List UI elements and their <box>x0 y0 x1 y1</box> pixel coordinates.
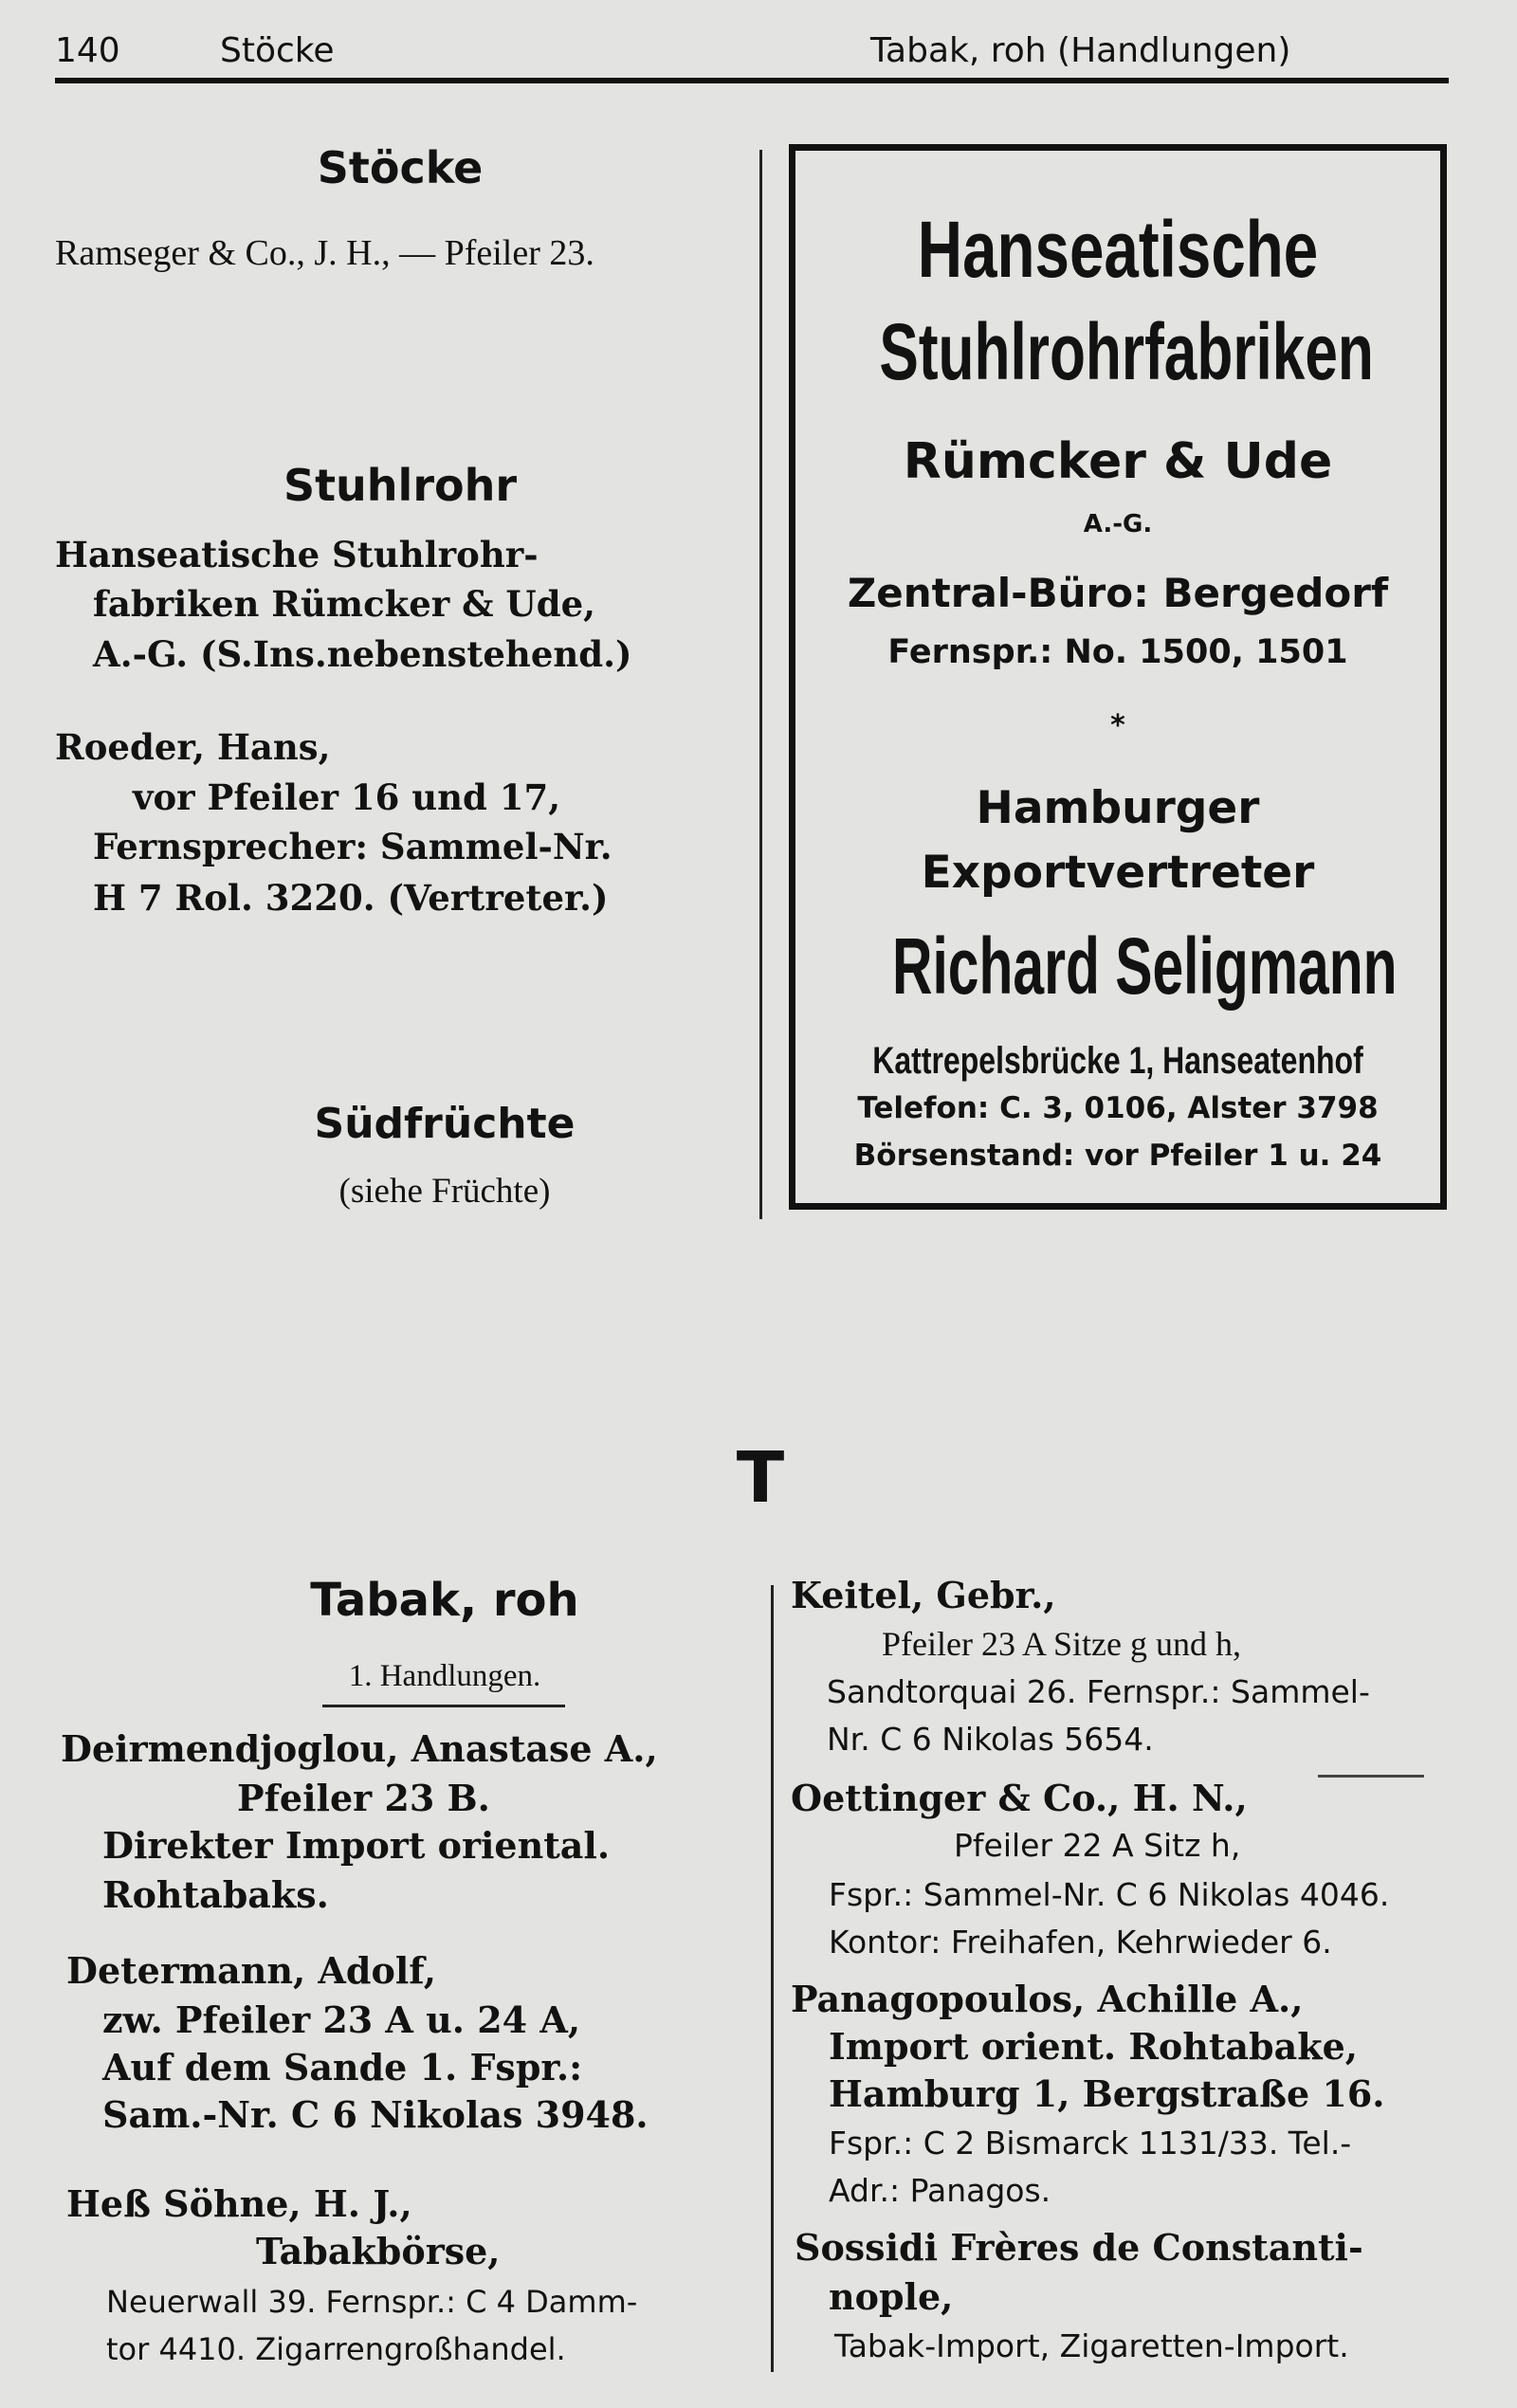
entry-oettinger-line3: Fspr.: Sammel-Nr. C 6 Nikolas 4046. <box>829 1876 1390 1913</box>
entry-determann-line3: Auf dem Sande 1. Fspr.: <box>102 2046 583 2089</box>
entry-sossidi-line1: Sossidi Frères de Constanti- <box>795 2226 1363 2269</box>
section-heading-stoecke: Stöcke <box>317 142 484 193</box>
entry-panagopoulos-line3: Hamburg 1, Bergstraße 16. <box>829 2072 1385 2115</box>
entry-deirmendjoglou-line2: Pfeiler 23 B. <box>237 1777 490 1819</box>
ad-agent-stand: Börsenstand: vor Pfeiler 1 u. 24 <box>853 1139 1382 1173</box>
entry-oettinger-line1: Oettinger & Co., H. N., <box>791 1777 1248 1819</box>
ad-agent-name: Richard Seligmann <box>892 921 1398 1011</box>
page-number: 140 <box>55 31 120 70</box>
entry-deirmendjoglou-line4: Rohtabaks. <box>102 1873 329 1916</box>
entry-sossidi-line2: nople, <box>829 2275 954 2318</box>
ad-agent-phone: Telefon: C. 3, 0106, Alster 3798 <box>857 1091 1379 1125</box>
entry-keitel-line2: Pfeiler 23 A Sitze g und h, <box>882 1625 1241 1663</box>
section-heading-suedfruechte: Südfrüchte <box>314 1100 576 1148</box>
entry-roeder-line4: H 7 Rol. 3220. (Vertreter.) <box>93 877 609 919</box>
ad-agent-line1: Hamburger <box>976 782 1260 834</box>
section-heading-stuhlrohr: Stuhlrohr <box>283 460 518 511</box>
entry-ramseger: Ramseger & Co., J. H., — Pfeiler 23. <box>55 233 594 273</box>
entry-hanseatische-line1: Hanseatische Stuhlrohr- <box>55 534 539 575</box>
entry-hess-line3: Neuerwall 39. Fernspr.: C 4 Damm- <box>106 2284 638 2320</box>
entry-roeder-line1: Roeder, Hans, <box>55 726 331 768</box>
advertisement-box <box>789 144 1447 1210</box>
entry-hanseatische-line2: fabriken Rümcker & Ude, <box>93 583 595 625</box>
entry-oettinger-line2: Pfeiler 22 A Sitz h, <box>954 1827 1241 1864</box>
entry-determann-line2: zw. Pfeiler 23 A u. 24 A, <box>102 1998 581 2041</box>
tabak-subheading: 1. Handlungen. <box>348 1659 541 1693</box>
entry-deirmendjoglou-line3: Direkter Import oriental. <box>102 1824 611 1867</box>
entry-hanseatische-line3: A.-G. (S.Ins.nebenstehend.) <box>93 633 632 675</box>
ad-legal-form: A.-G. <box>1083 510 1153 538</box>
entry-keitel-line4: Nr. C 6 Nikolas 5654. <box>827 1721 1154 1758</box>
entry-roeder-line2: vor Pfeiler 16 und 17, <box>133 776 561 818</box>
ad-phone: Fernspr.: No. 1500, 1501 <box>887 633 1348 671</box>
entry-keitel-line3: Sandtorquai 26. Fernspr.: Sammel- <box>827 1673 1370 1710</box>
running-head-right: Tabak, roh (Handlungen) <box>870 31 1291 70</box>
header-rule <box>55 78 1449 83</box>
entry-determann-line1: Determann, Adolf, <box>66 1949 437 1992</box>
entry-determann-line4: Sam.-Nr. C 6 Nikolas 3948. <box>102 2093 649 2136</box>
ad-title-line1: Hanseatische <box>917 205 1319 294</box>
entry-oettinger-line4: Kontor: Freihafen, Kehrwieder 6. <box>829 1924 1332 1961</box>
short-rule <box>1318 1775 1424 1778</box>
entry-panagopoulos-line2: Import orient. Rohtabake, <box>829 2025 1358 2068</box>
ad-agent-address: Kattrepelsbrücke 1, Hanseatenhof <box>872 1040 1363 1082</box>
entry-sossidi-line3: Tabak-Import, Zigaretten-Import. <box>834 2327 1349 2364</box>
ad-office: Zentral-Büro: Bergedorf <box>847 570 1389 616</box>
column-divider-bottom <box>771 1585 774 2372</box>
ad-agent-line2: Exportvertreter <box>921 847 1315 899</box>
ad-company: Rümcker & Ude <box>903 433 1333 490</box>
column-divider-top <box>759 150 762 1219</box>
entry-panagopoulos-line1: Panagopoulos, Achille A., <box>791 1978 1304 2020</box>
entry-roeder-line3: Fernsprecher: Sammel-Nr. <box>93 826 612 867</box>
entry-deirmendjoglou-line1: Deirmendjoglou, Anastase A., <box>61 1727 658 1770</box>
subheading-rule <box>322 1705 565 1707</box>
entry-panagopoulos-line5: Adr.: Panagos. <box>829 2172 1051 2209</box>
running-head-left: Stöcke <box>220 31 335 70</box>
section-letter: T <box>736 1437 785 1519</box>
ad-title-line2: Stuhlrohrfabriken <box>879 307 1374 396</box>
entry-hess-line1: Heß Söhne, H. J., <box>66 2182 412 2225</box>
section-heading-tabak: Tabak, roh <box>310 1574 579 1627</box>
entry-hess-line2: Tabakbörse, <box>256 2230 501 2272</box>
ad-separator-star: * <box>1110 709 1125 742</box>
suedfruechte-note: (siehe Früchte) <box>338 1172 551 1211</box>
entry-hess-line4: tor 4410. Zigarrengroßhandel. <box>106 2331 566 2367</box>
entry-panagopoulos-line4: Fspr.: C 2 Bismarck 1131/33. Tel.- <box>829 2125 1352 2162</box>
entry-keitel-line1: Keitel, Gebr., <box>791 1574 1056 1616</box>
